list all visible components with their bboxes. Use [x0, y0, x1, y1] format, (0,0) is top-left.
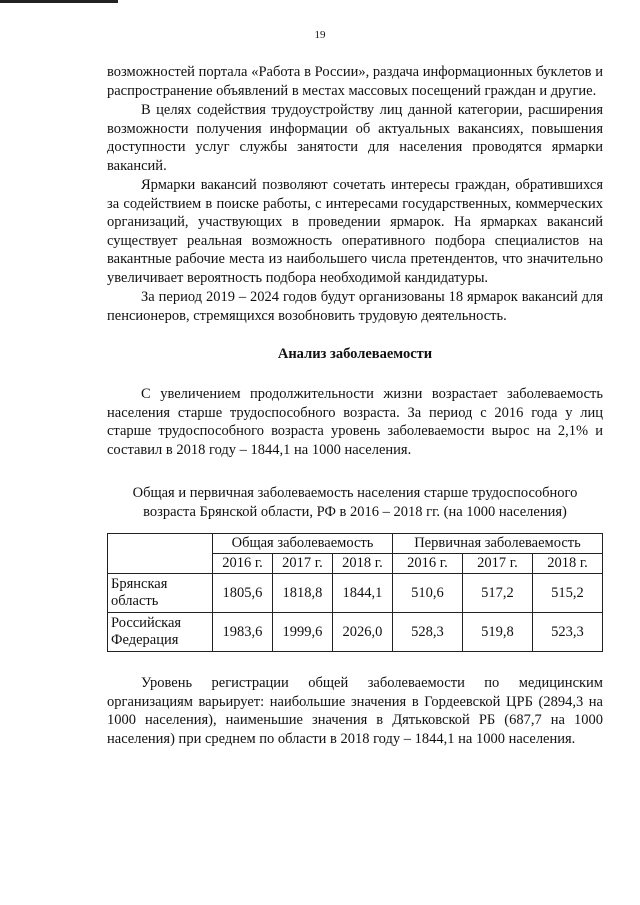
table-row [108, 574, 603, 613]
table-caption: Общая и первичная заболеваемость населения старше трудоспособного возраста Брянской области, РФ в 2016 – 2018 гг. (на 1000 населения) [132, 485, 578, 520]
group-header-total: Общая заболеваемость [213, 534, 393, 554]
value-cell: 519,8 [462, 613, 532, 652]
year-header: 2016 г. [213, 554, 273, 574]
value-cell: 1805,6 [213, 574, 273, 613]
region-cell: Российская Федерация [108, 613, 213, 652]
year-header: 2017 г. [462, 554, 532, 574]
morbidity-table [107, 533, 603, 652]
value-cell: 515,2 [532, 574, 602, 613]
paragraph-morbidity-analysis: С увеличением продолжительности жизни возрастает заболеваемость населения старше трудоспособного возраста. За период с 2016 года у лиц старше трудоспособного возраста уровень заболеваемости вырос на 2,1% и составил в 2018 году – 1844,1 на 1000 населения. [107, 386, 603, 458]
table-row [108, 613, 603, 652]
page-body [107, 63, 603, 748]
paragraph-job-fairs-benefits: Ярмарки вакансий позволяют сочетать интересы граждан, обратившихся за содействием в поиске работы, с интересами государственных, коммерческих организаций, участвующих в проведении ярмарок. На ярмарках вакансий существует реальная возможность оперативного подбора специалистов на вакантные рабочие места из наибольшего числа претендентов, что значительно увеличивает вероятность подбора необходимой кандидатуры. [107, 177, 603, 286]
page-number: 19 [314, 29, 326, 41]
value-cell: 1818,8 [272, 574, 332, 613]
year-header: 2017 г. [272, 554, 332, 574]
section-heading: Анализ заболеваемости [277, 346, 433, 362]
value-cell: 517,2 [462, 574, 532, 613]
year-header: 2016 г. [392, 554, 462, 574]
value-cell: 1983,6 [213, 613, 273, 652]
value-cell: 523,3 [532, 613, 602, 652]
paragraph-job-fairs-purpose: В целях содействия трудоустройству лиц данной категории, расширения возможности получения информации об актуальных вакансиях, повышения доступности услуг службы занятости для населения проводятся ярмарки вакансий. [107, 102, 603, 174]
value-cell: 510,6 [392, 574, 462, 613]
paragraph-job-fairs-plan: За период 2019 – 2024 годов будут организованы 18 ярмарок вакансий для пенсионеров, стремящихся возобновить трудовую деятельность. [107, 289, 603, 324]
value-cell: 528,3 [392, 613, 462, 652]
table-corner-cell [108, 534, 213, 574]
region-cell: Брянская область [108, 574, 213, 613]
paragraph-registration-levels: Уровень регистрации общей заболеваемости по медицинским организациям варьирует: наибольшие значения в Гордеевской ЦРБ (2894,3 на 1000 населения), наименьшие значения в Дятьковской РБ (687,7 на 1000 населения) при среднем по области в 2018 году – 1844,1 на 1000 населения. [107, 675, 603, 747]
top-edge-rule [0, 0, 118, 3]
value-cell: 1844,1 [332, 574, 392, 613]
year-header: 2018 г. [532, 554, 602, 574]
value-cell: 2026,0 [332, 613, 392, 652]
value-cell: 1999,6 [272, 613, 332, 652]
paragraph-portal-continuation: возможностей портала «Работа в России», раздача информационных буклетов и распространение объявлений в местах массовых посещений граждан и другие. [107, 64, 603, 99]
table-group-header-row [108, 534, 603, 554]
year-header: 2018 г. [332, 554, 392, 574]
group-header-primary: Первичная заболеваемость [392, 534, 602, 554]
